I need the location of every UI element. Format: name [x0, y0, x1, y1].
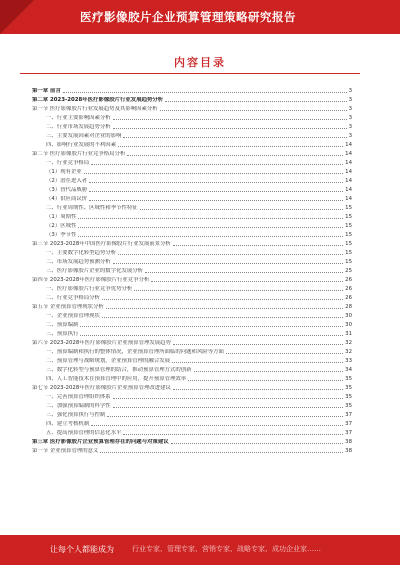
toc-dot-leader: [106, 308, 343, 309]
toc-page-number: 3: [348, 115, 352, 121]
header-corner-decoration: [0, 0, 34, 34]
toc-entry-title: 第三章 医疗影像胶片企业预算管理存在的问题与对策建议: [32, 439, 169, 445]
toc-page-number: 15: [345, 241, 352, 247]
toc-page-number: 14: [345, 151, 352, 157]
toc-page-number: 3: [348, 133, 352, 139]
toc-entry-title: 二、市场发展趋势预测分析: [46, 259, 111, 265]
toc-page-number: 35: [345, 385, 352, 391]
toc-entry[interactable]: [32, 193, 352, 202]
toc-dot-leader: [91, 425, 343, 426]
toc-entry[interactable]: [32, 283, 352, 292]
toc-entry[interactable]: [32, 427, 352, 436]
toc-dot-leader: [113, 398, 343, 399]
toc-title: 内容目录: [174, 56, 226, 69]
toc-entry-title: 第四节 2023-2028年医疗影像胶片行业竞争分析: [32, 277, 150, 283]
toc-page-number: 3: [348, 88, 352, 94]
toc-dot-leader: [107, 416, 343, 417]
toc-entry[interactable]: [32, 373, 352, 382]
toc-entry[interactable]: [32, 202, 352, 211]
toc-page-number: 15: [345, 223, 352, 229]
toc-entry[interactable]: [32, 418, 352, 427]
toc-entry[interactable]: [32, 364, 352, 373]
toc-dot-leader: [165, 101, 346, 102]
toc-page-number: 14: [345, 178, 352, 184]
toc-dot-leader: [118, 254, 343, 255]
toc-page-number: 14: [345, 169, 352, 175]
toc-dot-leader: [118, 146, 343, 147]
toc-entry[interactable]: [32, 166, 352, 175]
toc-page-number: 31: [345, 331, 352, 337]
toc-entry[interactable]: [32, 391, 352, 400]
toc-entry[interactable]: [32, 346, 352, 355]
toc-dot-leader: [89, 200, 343, 201]
toc-entry[interactable]: [32, 229, 352, 238]
toc-entry-title: （1）周期性: [46, 214, 77, 220]
toc-entry-title: 二、加强预算编制的科学性: [46, 403, 111, 409]
toc-entry[interactable]: [32, 310, 352, 319]
toc-dot-leader: [188, 380, 343, 381]
toc-page-number: 32: [345, 349, 352, 355]
toc-page-number: 38: [345, 439, 352, 445]
toc-entry-title: 第六节 2023-2028年医疗影像胶片企业预算管理发展趋势: [32, 340, 171, 346]
toc-entry[interactable]: [32, 184, 352, 193]
toc-entry-title: 二、预算管理与战略规划，企业预算管理的融合发展: [46, 358, 170, 364]
report-title: 医疗影像胶片企业预算管理策略研究报告: [80, 10, 296, 24]
header-banner: [0, 0, 400, 34]
toc-page-number: 14: [345, 187, 352, 193]
toc-entry-title: （3）替代品威胁: [46, 187, 88, 193]
toc-entry[interactable]: [32, 445, 352, 454]
toc-dot-leader: [123, 434, 343, 435]
toc-entry-title: 第一章 前言: [32, 88, 61, 94]
toc-page-number: 3: [348, 97, 352, 103]
toc-page-number: 33: [345, 358, 352, 364]
toc-entry[interactable]: [32, 301, 352, 310]
toc-entry[interactable]: [32, 112, 352, 121]
toc-page-number: 15: [345, 232, 352, 238]
toc-dot-leader: [226, 353, 343, 354]
toc-entry[interactable]: [32, 175, 352, 184]
toc-entry-title: 第二章 2023-2028年医疗影像胶片行业发展趋势分析: [32, 97, 164, 103]
toc-entry[interactable]: [32, 337, 352, 346]
toc-page-number: 3: [348, 124, 352, 130]
toc-entry-title: 二、行业市场发展趋势分析: [46, 124, 111, 130]
toc-dot-leader: [91, 164, 343, 165]
toc-entry-title: 一、预算编制和执行的整体情况，企业预算管理所面临的问题和风险等方面: [46, 349, 224, 355]
toc-page-number: 30: [345, 322, 352, 328]
toc-entry[interactable]: [32, 355, 352, 364]
toc-entry[interactable]: [32, 148, 352, 157]
toc-dot-leader: [63, 92, 347, 93]
toc-entry[interactable]: [32, 274, 352, 283]
toc-entry[interactable]: [32, 382, 352, 391]
toc-entry[interactable]: [32, 130, 352, 139]
toc-entry-title: 第七节 2023-2028年医疗影像胶片企业预算管理改进建议: [32, 385, 171, 391]
toc-divider: [20, 73, 360, 74]
toc-entry-title: 第五节 企业预算管理现状分析: [32, 304, 104, 310]
toc-dot-leader: [160, 110, 347, 111]
toc-dot-leader: [123, 137, 346, 138]
toc-entry-title: 三、预算执行: [46, 331, 79, 337]
toc-entry-title: 四、影响行业发展的不利因素: [46, 142, 117, 148]
toc-entry-title: 二、行业竞争格局分析: [46, 295, 100, 301]
toc-page-number: 26: [345, 277, 352, 283]
toc-dot-leader: [100, 452, 343, 453]
toc-entry[interactable]: [32, 94, 352, 103]
toc-dot-leader: [113, 407, 343, 408]
toc-dot-leader: [89, 182, 343, 183]
toc-entry[interactable]: [32, 328, 352, 337]
toc-entry[interactable]: [32, 265, 352, 274]
toc-entry[interactable]: [32, 409, 352, 418]
toc-entry[interactable]: [32, 211, 352, 220]
toc-entry[interactable]: [32, 121, 352, 130]
toc-dot-leader: [89, 191, 343, 192]
toc-dot-leader: [171, 443, 343, 444]
toc-entry-title: 三、数字化转型与预算管理的结合，推动预算管理方式的创新: [46, 367, 192, 373]
toc-page-number: 14: [345, 160, 352, 166]
toc-page-number: 26: [345, 286, 352, 292]
toc-page-number: 30: [345, 313, 352, 319]
toc-entry[interactable]: [32, 247, 352, 256]
toc-entry[interactable]: [32, 157, 352, 166]
toc-entry-title: 二、预算编制: [46, 322, 79, 328]
toc-entry[interactable]: [32, 400, 352, 409]
toc-entry-title: 一、完善预算管理组织体系: [46, 394, 111, 400]
toc-page-number: 25: [345, 268, 352, 274]
toc-dot-leader: [172, 362, 343, 363]
toc-entry-title: 三、主要发展因素对企业的影响: [46, 133, 122, 139]
toc-dot-leader: [113, 119, 347, 120]
toc-dot-leader: [127, 155, 343, 156]
toc-page-number: 35: [345, 394, 352, 400]
toc-entry-title: （1）现有企业: [46, 169, 82, 175]
toc-page-number: 38: [345, 448, 352, 454]
toc-dot-leader: [173, 344, 343, 345]
toc-entry-title: 一、企业预算管理现状: [46, 313, 100, 319]
toc-entry-title: 三、医疗影像胶片企业的数字化发展分析: [46, 268, 144, 274]
toc-page-number: 28: [345, 304, 352, 310]
toc-entry[interactable]: [32, 220, 352, 229]
toc-page-number: 37: [345, 412, 352, 418]
table-of-contents: [32, 85, 352, 454]
footer-banner: [0, 535, 400, 565]
toc-entry-title: （3）季节性: [46, 232, 77, 238]
toc-entry-title: 四、人工智能技术在预算管理中的应用，提升预算管理效率: [46, 376, 187, 382]
toc-dot-leader: [78, 236, 343, 237]
toc-dot-leader: [102, 299, 343, 300]
footer-roles: 行业专家、管理专家、营销专家、战略专家、成功企业家……: [132, 545, 321, 553]
toc-entry[interactable]: [32, 292, 352, 301]
toc-entry-title: 第一节 医疗影像胶片行业发展趋势及其影响因素分析: [32, 106, 158, 112]
toc-page-number: 34: [345, 367, 352, 373]
toc-entry-title: 三、强化预算执行与控制: [46, 412, 106, 418]
toc-dot-leader: [151, 281, 343, 282]
toc-entry-title: 一、行业主要影响因素分析: [46, 115, 111, 121]
footer-slogan: 让每个人都能成为: [50, 545, 114, 554]
toc-dot-leader: [80, 326, 343, 327]
toc-page-number: 35: [345, 376, 352, 382]
toc-entry-title: 第三节 2023-2028年中国医疗影像胶片行业发展前景分析: [32, 241, 171, 247]
toc-entry-title: 第一节 企业预算管理的意义: [32, 448, 99, 454]
toc-entry[interactable]: [32, 85, 352, 94]
toc-page-number: 37: [345, 421, 352, 427]
toc-entry[interactable]: [32, 139, 352, 148]
toc-dot-leader: [173, 389, 343, 390]
toc-page-number: 14: [345, 196, 352, 202]
toc-dot-leader: [80, 335, 343, 336]
toc-page-number: 3: [348, 106, 352, 112]
toc-entry-title: 一、主要数字化转型趋势分析: [46, 250, 117, 256]
toc-dot-leader: [140, 209, 343, 210]
toc-entry[interactable]: [32, 256, 352, 265]
toc-dot-leader: [194, 371, 344, 372]
toc-page-number: 15: [345, 250, 352, 256]
toc-page-number: 15: [345, 259, 352, 265]
toc-page-number: 26: [345, 295, 352, 301]
toc-entry-title: （4）供应商议价: [46, 196, 88, 202]
toc-entry[interactable]: [32, 238, 352, 247]
toc-dot-leader: [145, 272, 343, 273]
toc-entry-title: （2）区域性: [46, 223, 77, 229]
toc-entry-title: 二、行业周期性、区域性和季节性特征: [46, 205, 138, 211]
toc-dot-leader: [78, 227, 343, 228]
toc-dot-leader: [113, 263, 343, 264]
toc-page-number: 35: [345, 403, 352, 409]
toc-entry-title: 一、行业竞争格局: [46, 160, 90, 166]
toc-dot-leader: [84, 173, 343, 174]
toc-entry-title: 五、提高预算管理的信息化水平: [46, 430, 122, 436]
toc-entry-title: （2）潜在进入者: [46, 178, 88, 184]
toc-page-number: 15: [345, 214, 352, 220]
toc-entry[interactable]: [32, 436, 352, 445]
toc-entry[interactable]: [32, 319, 352, 328]
toc-dot-leader: [78, 218, 343, 219]
toc-page-number: 32: [345, 340, 352, 346]
toc-dot-leader: [113, 128, 347, 129]
toc-page-number: 14: [345, 142, 352, 148]
toc-entry-title: 四、建立考核机制: [46, 421, 90, 427]
toc-entry[interactable]: [32, 103, 352, 112]
toc-page-number: 37: [345, 430, 352, 436]
toc-entry-title: 第二节 医疗影像胶片行业竞争格局分析: [32, 151, 126, 157]
toc-dot-leader: [102, 317, 343, 318]
toc-page-number: 15: [345, 205, 352, 211]
toc-dot-leader: [173, 245, 343, 246]
toc-dot-leader: [134, 290, 343, 291]
toc-entry-title: 一、医疗影像胶片行业竞争优势分析: [46, 286, 133, 292]
